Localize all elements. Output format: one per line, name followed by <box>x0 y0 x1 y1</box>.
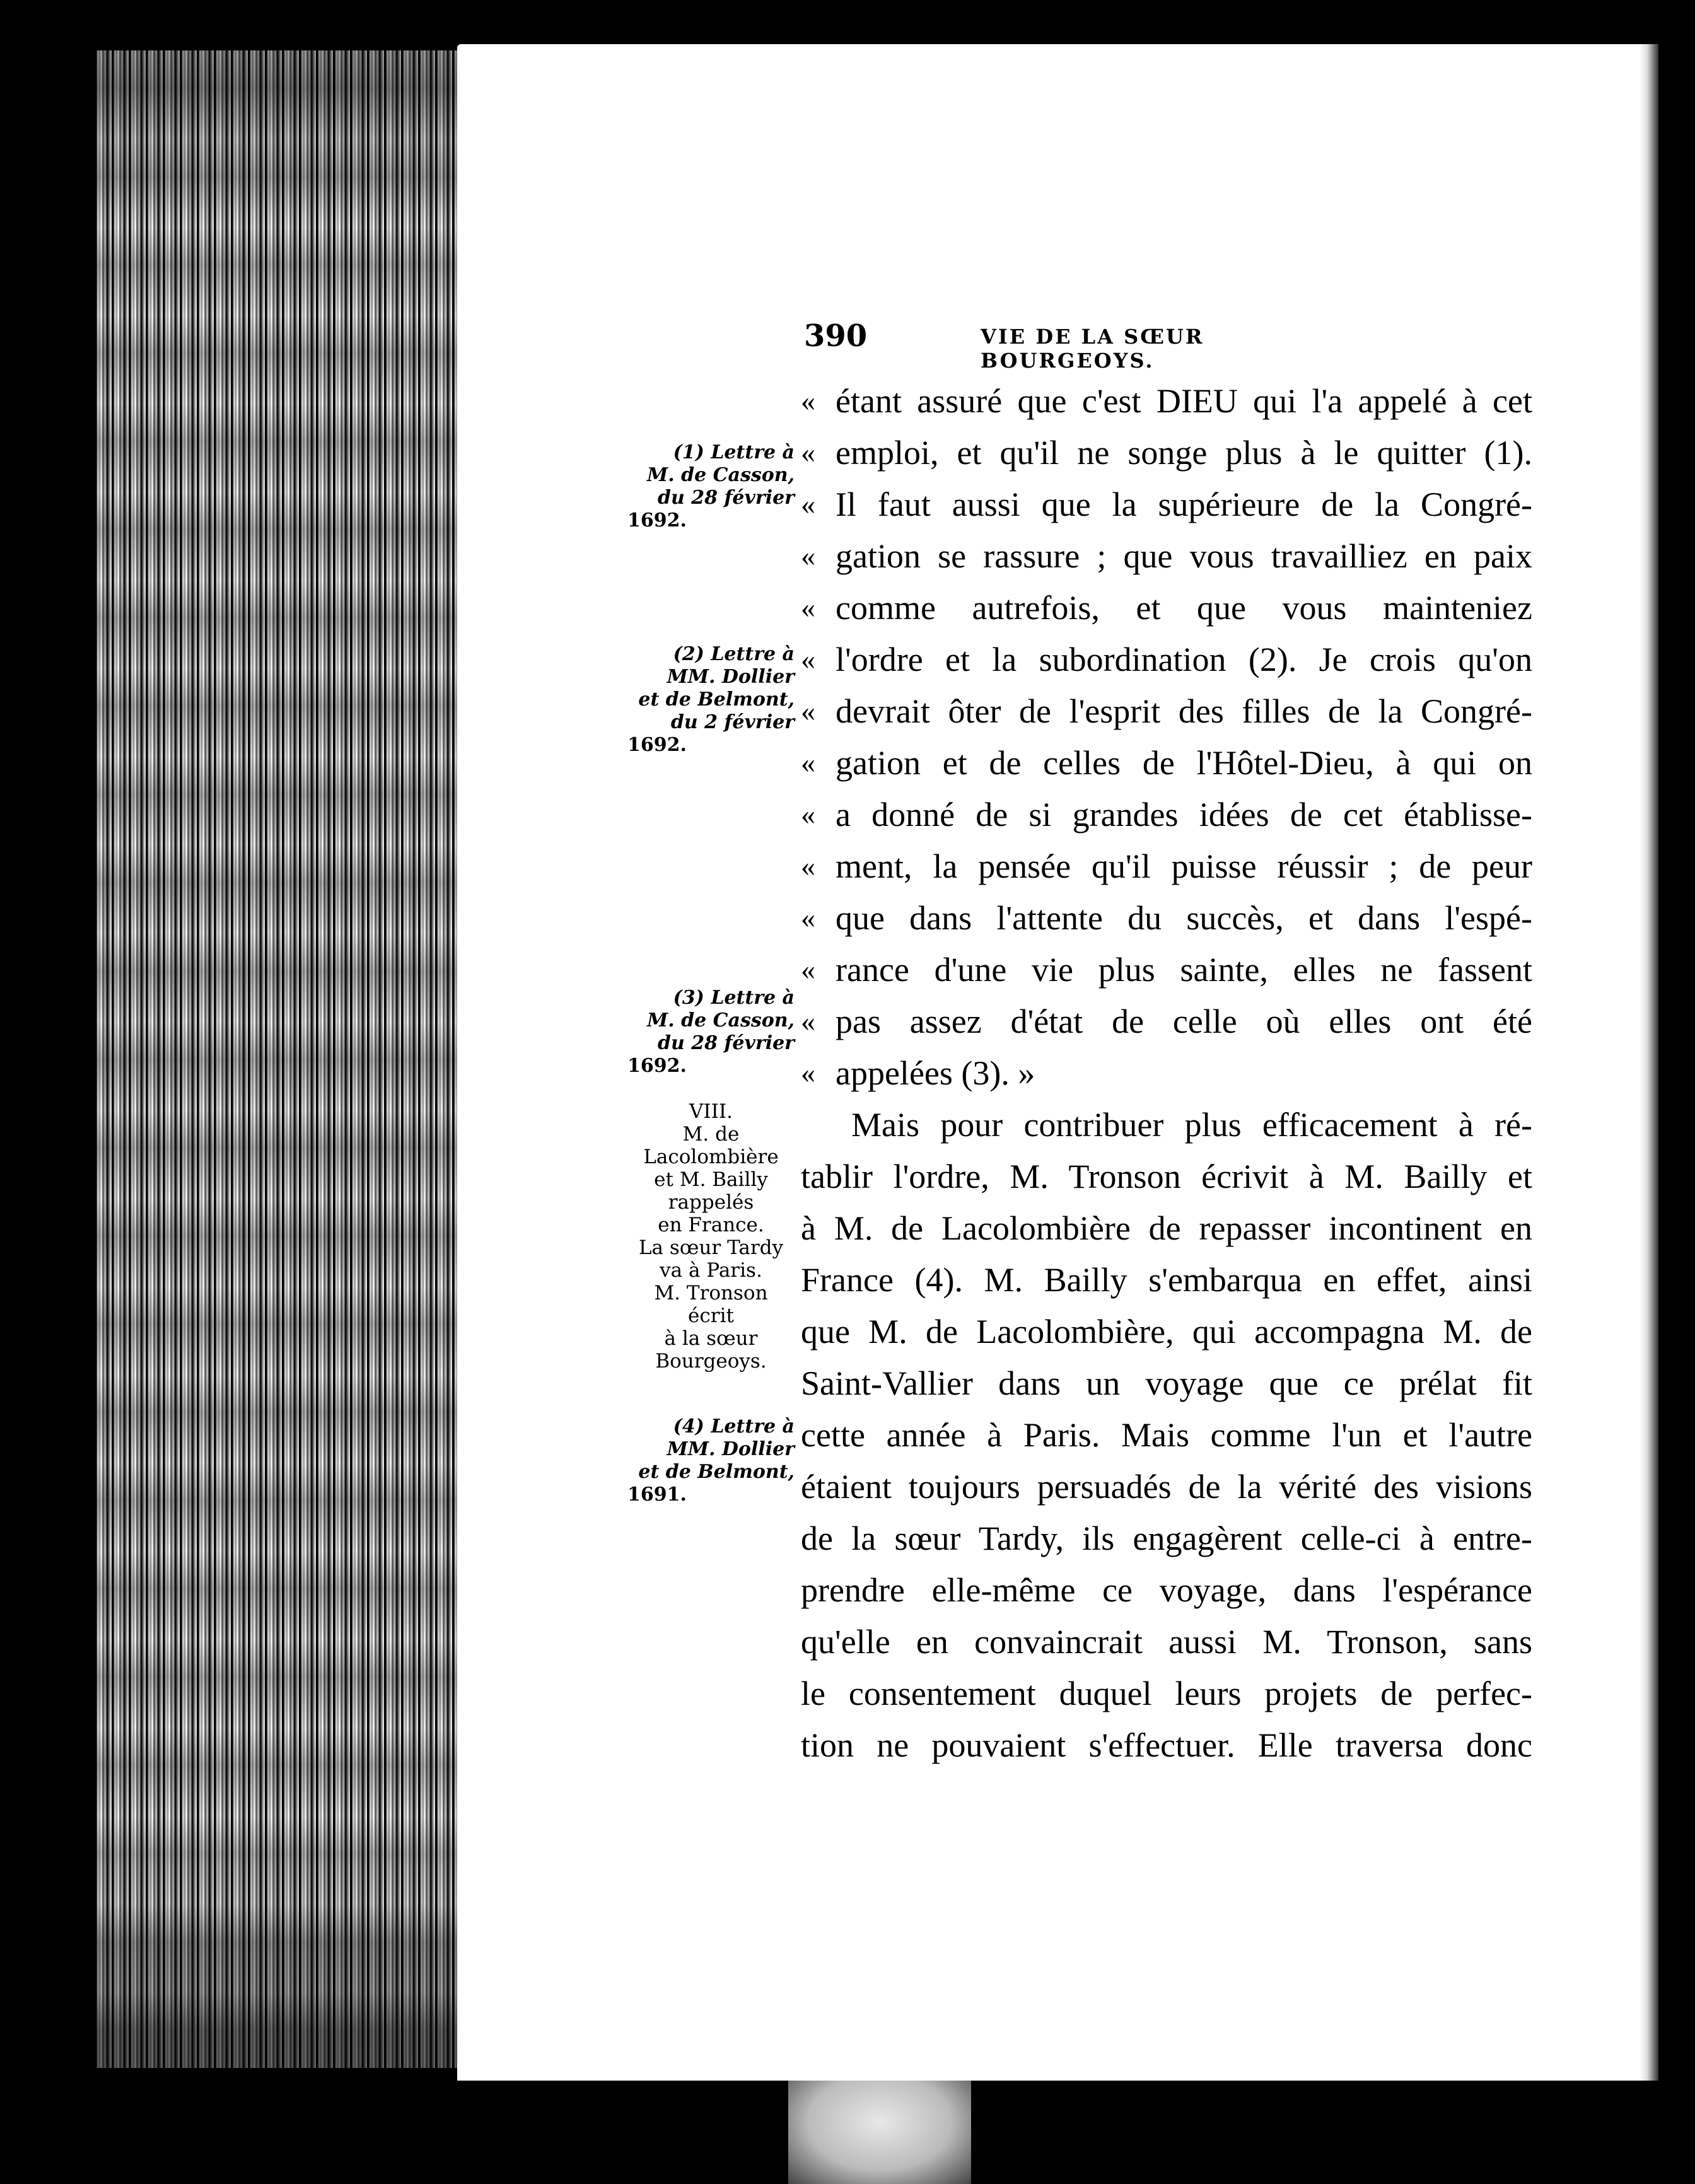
line-text: gation et de celles de l'Hôtel-Dieu, à qui on <box>836 744 1532 782</box>
quote-mark: « <box>801 488 815 520</box>
summary-line: rappelés <box>668 1191 754 1214</box>
text-line <box>801 1099 1532 1151</box>
quote-mark: « <box>801 1005 815 1037</box>
text-line <box>801 685 1532 737</box>
note-line: et de Belmont, <box>638 1461 795 1483</box>
quote-mark: « <box>801 540 815 572</box>
quote-mark: « <box>801 798 815 830</box>
quote-mark: « <box>801 902 815 934</box>
note-line: 1691. <box>627 1484 687 1506</box>
note-line: (3) Lettre à <box>673 987 795 1009</box>
note-line: M. de Casson, <box>647 464 795 486</box>
quote-mark: « <box>801 436 815 468</box>
line-text: rance d'une vie plus sainte, elles ne fassent <box>836 951 1532 989</box>
text-line <box>801 530 1532 582</box>
text-line <box>801 1513 1532 1564</box>
summary-line: M. Tronson <box>654 1282 768 1304</box>
line-text: de la sœur Tardy, ils engagèrent celle-ci à entre- <box>801 1519 1532 1557</box>
quote-mark: « <box>801 385 815 417</box>
note-line: 1692. <box>627 734 687 756</box>
quote-mark: « <box>801 746 815 779</box>
quote-mark: « <box>801 695 815 727</box>
margin-summary <box>631 1100 791 1373</box>
note-line: 1692. <box>627 1055 687 1077</box>
line-text: le consentement duquel leurs projets de perfec- <box>801 1675 1532 1712</box>
note-line: (1) Lettre à <box>673 441 795 463</box>
line-text: cette année à Paris. Mais comme l'un et l'autre <box>801 1416 1532 1454</box>
text-line <box>801 1564 1532 1616</box>
note-line: et de Belmont, <box>638 688 795 711</box>
line-text: qu'elle en convaincrait aussi M. Tronson, sans <box>801 1623 1532 1661</box>
note-line: du 2 février <box>670 711 795 733</box>
text-line <box>801 1357 1532 1409</box>
line-text: tablir l'ordre, M. Tronson écrivit à M. Bailly et <box>801 1158 1532 1195</box>
line-text: étaient toujours persuadés de la vérité des visions <box>801 1468 1532 1506</box>
margin-note-1 <box>627 441 795 532</box>
line-text: Il faut aussi que la supérieure de la Congré- <box>836 485 1532 523</box>
line-text: ment, la pensée qu'il puisse réussir ; de peur <box>836 847 1532 885</box>
page-number: 390 <box>804 318 868 354</box>
line-text: Saint-Vallier dans un voyage que ce prélat fit <box>801 1364 1532 1402</box>
line-text: à M. de Lacolombière de repasser incontinent en <box>801 1209 1532 1247</box>
line-text: emploi, et qu'il ne songe plus à le quitter (1). <box>836 434 1532 472</box>
text-line <box>801 582 1532 634</box>
text-line <box>801 1202 1532 1254</box>
summary-line: La sœur Tardy <box>638 1236 784 1259</box>
text-line <box>801 1306 1532 1357</box>
summary-line: à la sœur <box>664 1327 758 1350</box>
line-text: pas assez d'état de celle où elles ont été <box>836 1002 1532 1040</box>
text-line <box>801 427 1532 479</box>
margin-note-2 <box>627 643 795 757</box>
line-text: France (4). M. Bailly s'embarqua en effet, ainsi <box>801 1261 1532 1299</box>
text-line <box>801 1719 1532 1771</box>
text-line <box>801 1151 1532 1202</box>
line-text: que dans l'attente du succès, et dans l'espé- <box>836 899 1532 937</box>
summary-line: M. de <box>682 1123 740 1146</box>
text-line <box>801 634 1532 685</box>
summary-line: en France. <box>658 1214 764 1236</box>
summary-line: Lacolombière <box>643 1146 779 1168</box>
running-title: VIE DE LA SŒUR BOURGEOYS. <box>981 325 1204 373</box>
summary-line: Bourgeoys. <box>655 1350 767 1373</box>
line-text: tion ne pouvaient s'effectuer. Elle traversa donc <box>801 1726 1532 1764</box>
note-line: du 28 février <box>658 487 795 509</box>
quote-mark: « <box>801 1057 815 1089</box>
margin-note-4 <box>627 1415 795 1506</box>
note-line: du 28 février <box>658 1032 795 1054</box>
page-right-edge <box>1640 44 1658 2081</box>
summary-line: VIII. <box>689 1100 733 1123</box>
text-line <box>801 789 1532 840</box>
summary-line: écrit <box>688 1304 734 1327</box>
text-line <box>801 892 1532 944</box>
text-line <box>801 996 1532 1047</box>
quote-mark: « <box>801 953 815 985</box>
quote-mark: « <box>801 591 815 624</box>
text-line <box>801 840 1532 892</box>
text-line <box>801 1461 1532 1513</box>
line-text: l'ordre et la subordination (2). Je crois qu'on <box>836 641 1532 678</box>
quote-mark: « <box>801 643 815 675</box>
note-line: (4) Lettre à <box>673 1415 795 1438</box>
note-line: MM. Dollier <box>667 1438 795 1460</box>
text-line <box>801 737 1532 789</box>
body-text <box>801 375 1532 1771</box>
line-text: a donné de si grandes idées de cet établisse- <box>836 796 1532 834</box>
summary-line: et M. Bailly <box>654 1168 768 1191</box>
note-line: M. de Casson, <box>647 1009 795 1031</box>
text-line <box>801 944 1532 996</box>
line-text: Mais pour contribuer plus efficacement à ré- <box>851 1106 1532 1144</box>
text-line <box>801 1254 1532 1306</box>
text-line <box>801 479 1532 530</box>
quote-mark: « <box>801 850 815 882</box>
text-line <box>801 375 1532 427</box>
note-line: MM. Dollier <box>667 666 795 688</box>
line-text: appelées (3). » <box>836 1054 1035 1092</box>
line-text: devrait ôter de l'esprit des filles de la Congré- <box>836 692 1532 730</box>
text-line <box>801 1409 1532 1461</box>
line-text: comme autrefois, et que vous mainteniez <box>836 589 1532 627</box>
note-line: 1692. <box>627 509 687 531</box>
line-text: que M. de Lacolombière, qui accompagna M. de <box>801 1313 1532 1350</box>
binding-tab <box>788 2081 971 2184</box>
line-text: étant assuré que c'est DIEU qui l'a appelé à cet <box>836 382 1532 420</box>
text-line <box>801 1668 1532 1719</box>
line-text: gation se rassure ; que vous travailliez en paix <box>836 537 1532 575</box>
book-edge-shadow <box>95 50 460 2068</box>
text-line <box>801 1616 1532 1668</box>
summary-line: va à Paris. <box>660 1259 762 1282</box>
running-head <box>804 318 1359 373</box>
note-line: (2) Lettre à <box>673 643 795 665</box>
text-line <box>801 1047 1532 1099</box>
margin-note-3 <box>627 987 795 1077</box>
line-text: prendre elle-même ce voyage, dans l'espérance <box>801 1571 1532 1609</box>
